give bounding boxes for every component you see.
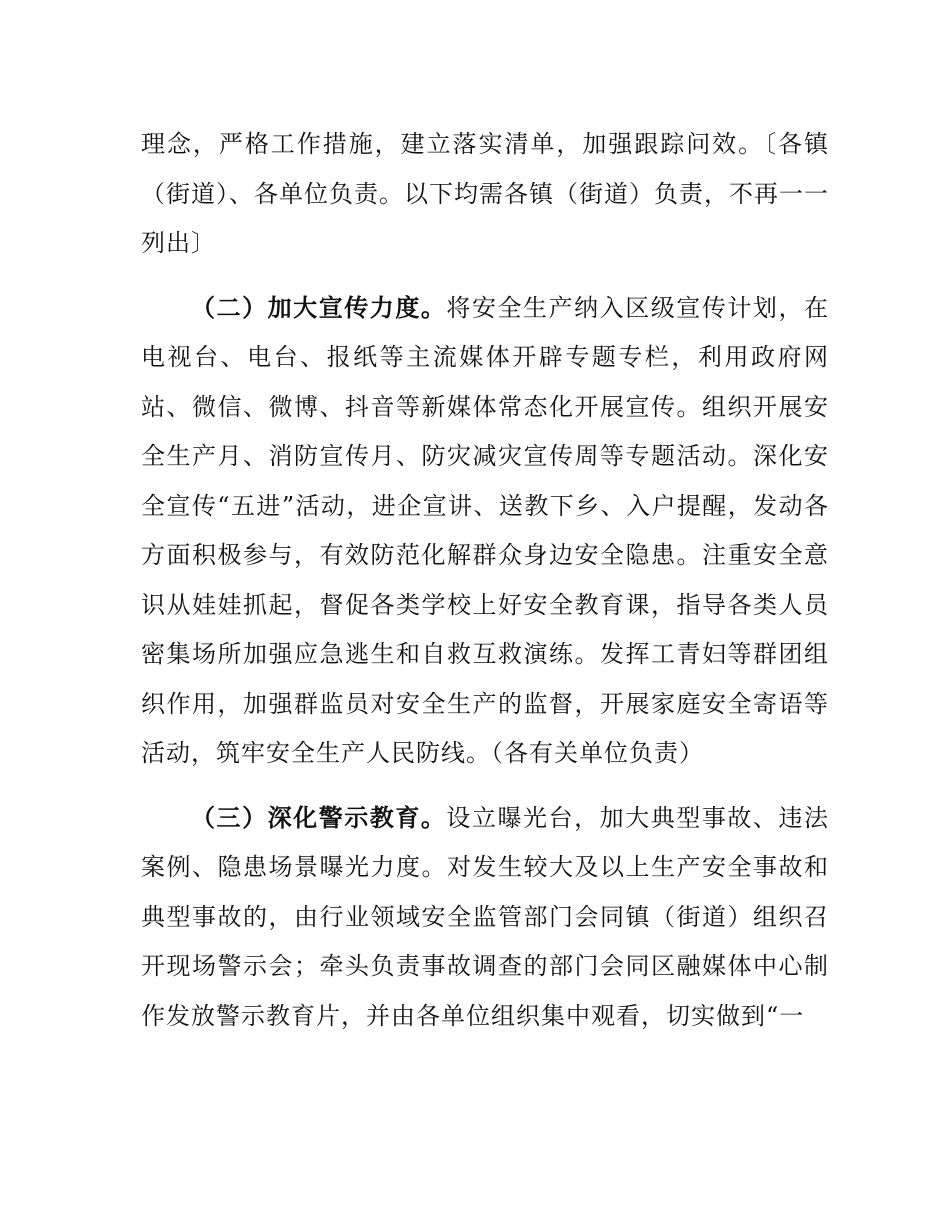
paragraph-warning-education (141, 794, 829, 1042)
section-heading: （二）加大宣传力度。 (191, 293, 447, 322)
paragraph-continuation (141, 120, 829, 269)
paragraph-text: 理念，严格工作措施，建立落实清单，加强跟踪问效。〔各镇（街道）、各单位负责。以下均需各镇（街道）负责，不再一一列出〕 (141, 130, 829, 257)
section-heading: （三）深化警示教育。 (191, 803, 447, 832)
document-page (141, 120, 829, 1041)
paragraph-publicity (141, 284, 829, 779)
paragraph-text: 设立曝光台，加大典型事故、违法案例、隐患场景曝光力度。对发生较大及以上生产安全事故和典型事故的，由行业领域安全监管部门会同镇（街道）组织召开现场警示会；牵头负责事故调查的部门会同区融媒体中心制作发放警示教育片，并由各单位组织集中观看，切实做到“一 (141, 803, 830, 1030)
paragraph-text: 将安全生产纳入区级宣传计划，在电视台、电台、报纸等主流媒体开辟专题专栏，利用政府网站、微信、微博、抖音等新媒体常态化开展宣传。组织开展安全生产月、消防宣传月、防灾减灾宣传周等专题活动。深化安全宣传“五进”活动，进企宣讲、送教下乡、入户提醒，发动各方面积极参与，有效防范化解群众身边安全隐患。注重安全意识从娃娃抓起，督促各类学校上好安全教育课，指导各类人员密集场所加强应急逃生和自救互救演练。发挥工青妇等群团组织作用，加强群监员对安全生产的监督，开展家庭安全寄语等活动，筑牢安全生产人民防线。（各有关单位负责） (141, 293, 830, 767)
